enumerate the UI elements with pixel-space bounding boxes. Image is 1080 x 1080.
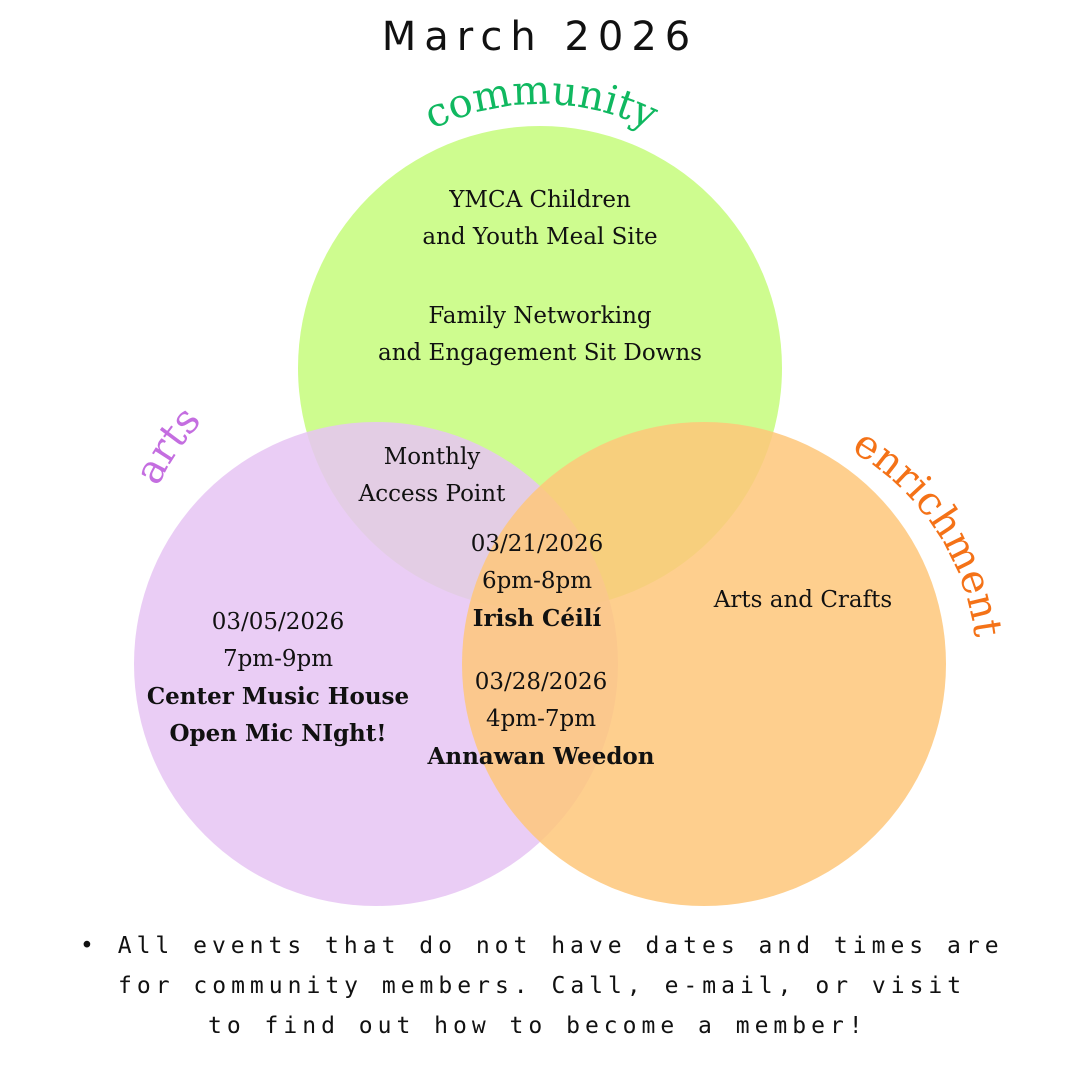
open-mic-name-line2: Open Mic NIght! [169, 720, 387, 747]
footnote-line3: to find out how to become a member! [208, 1013, 868, 1039]
all-three-event [437, 526, 637, 637]
annawan-weedon-date: 03/28/2026 [474, 669, 608, 695]
arts-and-crafts: Arts and Crafts [713, 587, 893, 613]
footnote [80, 926, 1020, 1046]
footnote-line2: for community members. Call, e-mail, or visit [118, 973, 967, 999]
arts-enrichment-event [400, 664, 682, 775]
community-label: community [417, 67, 665, 139]
arts-label: arts [125, 397, 210, 492]
footnote-line1: • All events that do not have dates and times are [80, 933, 1004, 959]
irish-ceili-name: Irish Céilí [472, 605, 602, 632]
page-title: March 2026 [381, 14, 699, 60]
family-networking-line2: and Engagement Sit Downs [378, 340, 702, 366]
open-mic-name-line1: Center Music House [146, 683, 410, 710]
enrichment-only-events [683, 582, 923, 619]
annawan-weedon-name: Annawan Weedon [427, 743, 655, 770]
enrichment-label: enrichment [845, 420, 1011, 640]
open-mic-time: 7pm-9pm [222, 646, 334, 672]
irish-ceili-date: 03/21/2026 [470, 531, 604, 557]
ymca-meal-site-line1: YMCA Children [449, 187, 631, 213]
monthly-access-point-line2: Access Point [358, 481, 506, 507]
open-mic-date: 03/05/2026 [211, 609, 345, 635]
community-only-events [340, 182, 740, 372]
community-arts-events [332, 439, 532, 513]
arts-only-event [128, 604, 428, 752]
family-networking-line1: Family Networking [428, 303, 652, 329]
ymca-meal-site-line2: and Youth Meal Site [422, 224, 658, 250]
annawan-weedon-time: 4pm-7pm [485, 706, 597, 732]
irish-ceili-time: 6pm-8pm [481, 568, 593, 594]
bullet-icon: • [80, 933, 99, 959]
monthly-access-point-line1: Monthly [383, 444, 481, 470]
